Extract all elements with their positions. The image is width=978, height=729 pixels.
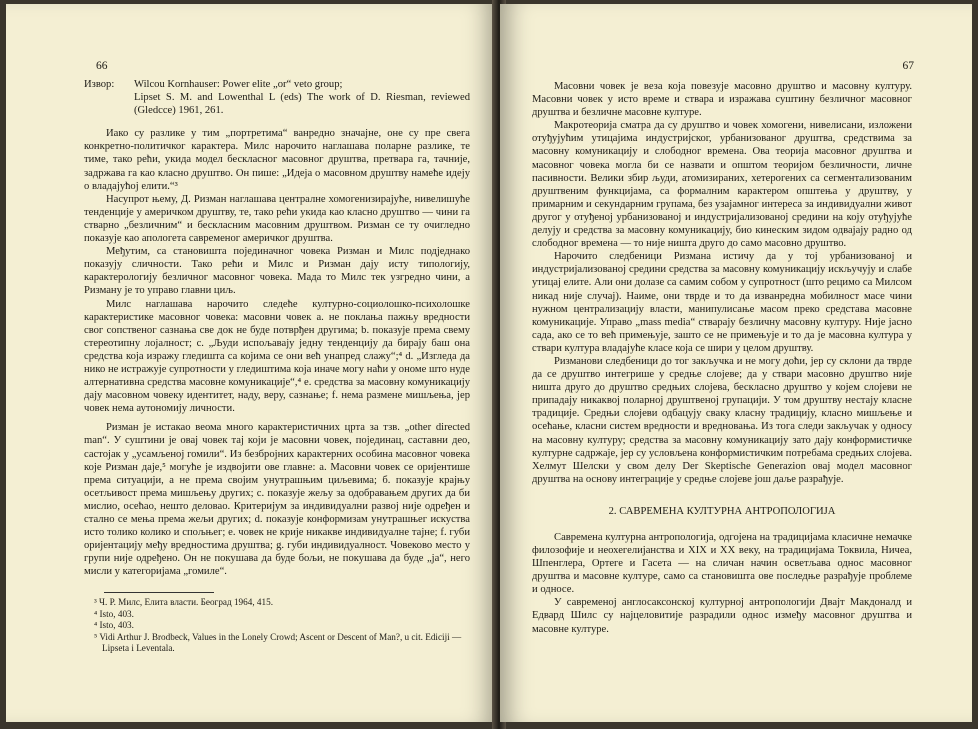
source-text (134, 78, 470, 117)
footnote-rule (104, 592, 214, 593)
paragraph: Међутим, са становишта појединачног човека Ризман и Милс подједнако показују сличности. Тако рећи и Милс и Ризман дају исту типологију, карактерологију безличног масовног човека. Мада то Милс тек узгредно чини, а Ризману је то управо главни циљ. (84, 246, 470, 297)
footnote: ⁴ Isto, 403. (94, 608, 134, 619)
paragraph: Иако су разлике у тим „портретима“ ванредно значајне, оне су пре свега конкретно-политичког карактера. Милс нарочито наглашава поларне разлике, те тиме, тако рећи, укида модел бескласног масовног друштва, претвара га, тачније, задржава га као класно друштво. Он пише: „Идеја о масовном друштву намеће идеју о владајућој елити.“³ (84, 128, 470, 192)
source-label: Извор: (84, 79, 115, 90)
section-heading: 2. САВРЕМЕНА КУЛТУРНА АНТРОПОЛОГИЈА (608, 505, 836, 517)
right-page (500, 4, 972, 722)
footnote: ³ Ч. Р. Милс, Елита власти. Београд 1964, 415. (94, 597, 274, 608)
paragraph: Масовни човек је веза која повезује масовно друштво и масовну културу. Масовни човек у исто време и ствара и изражава суштину безличног масовног друштва и безличне масовне културе. (532, 81, 912, 119)
paragraph: У савременој англосаксонској културној антропологији Двајт Макдоналд и Едвард Шилс су најцеловитије разрадили однос између масовног друштва и масовне културе. (532, 597, 912, 635)
paragraph: Ризманови следбеници до тог закључка и не могу доћи, јер су склони да тврде да се друштво интегрише у средње слојеве; да у ствари масовно друштво није ништа друго до друштво средњих слојева, бескласно друштво у којем слојеви не припадају никаквој поларној друштвеној групацији. У том друштву нестају класне традиције. Средњи слојеви одбацују сваку класну традицију, класно мишљење и осећање, класни систем вредности и вредновања. Из тога следи закључак у односу на масовну културу; средства за масовну комуникацију зато дају конформистичке културне садржаје, јер су условљена конформистичким потребама средњих слојева. Хелмут Шелски у свом делу Der Skeptische Generazion овај модел масовног друштва на основу интеграције у средње слојеве још даље разрађује. (532, 355, 912, 485)
paragraph: Милс наглашава нарочито следеће културно-социолошко-психолошке карактеристике масовног човека: масовни човек a. не поклања пажњу вредности свог сопственог сазнања све док не буде потврђен другима; b. показује према свему стереотипну лојалност; c. „Људи испољавају једну тенденцију да бирају баш она средства која изражу гледишта са којима се они већ унапред слажу“;⁴ d. „Изгледа да нико не истражује супротности у гледиштима која иначе могу наћи у ономе што нуде алтернативна средства масовне комуникације“,⁴ e. средства за масовну комуникацију дају масовном човеку идентитет, наду, веру, сазнање; f. нема размене мишљења, јер човек нема аутономију личности. (84, 298, 470, 415)
paragraph: Нарочито следбеници Ризмана истичу да у тој урбанизованој и индустријализованој средини средства за масовну комуникацију искључују и слабе утицај елите. Али они долазе са самим собом у супротност (што рецимо са Милсом никад није случај). Наиме, они тврде и то да изванредна мобилност масе чини нужном централизацију власти, манипулисање масом преко средстава масовне комуникације. Управо „mass media“ стварају безличну масовну културу. Није јасно сада, ако се то већ примењује, зашто се не примењује и то да је масовна култура у ствари култура владајуће класе која се шири у целом друштву. (532, 251, 912, 354)
paragraph: Ризман je истакао веома много карактеристичних црта за тзв. „other directed man“. У суштини је овај човек тај који је масовни човек, појединац, саставни део, састојак у „усамљеној гомили“. Из безбројних карактерних особина масовног човека које Ризман даје,⁵ могуће је издвојити ове главне: a. Масовни човек се оријентише према ситуацији, а не према својим унутрашњим циљевима; б. показује крајњу осетљивост према мишљењу других; c. показује жељу за одобравањем других да би мислио, осећао, нешто деловао. Критеријум за индивидуални развој није одређен и стално се мења према жељи других; d. показује конформизам унутрашњег искуства исто толико колико и спољњег; e. човек не крије никакве индивидуалне тајне; f. губи оријентацију међу вредностима друштва; g. губи индивидуалност. Човеково место у групи није одређено. Он не покушава да буде бољи, не покушава да буде „ја“, него мисли у категоријама „гомиле“. (84, 422, 470, 578)
left-page (6, 4, 496, 722)
source-line: Lipset S. M. and Lowenthal L (eds) The work of D. Riesman, reviewed (Gledcce) 1961, 261. (134, 92, 470, 117)
footnote: ⁴ Isto, 403. (94, 620, 134, 631)
page-number-right: 67 (902, 60, 914, 72)
paragraph: Макротеорија сматра да су друштво и човек хомогени, нивелисани, изложени отуђујућим утицајима индустријског, урбанизованог друштва, средствима за масовну комуникацију и слободног времена. Ова теорија масовног друштва и масовног човека могла би се назвати и општом теоријом безличности, личне пасивности. Велики збир људи, атомизираних, хетерогених са сегментализованим друштвеним функцијама, са формалним карактером општења у друштву, у примарним и секундарним групама, без узајамног интереса за индивидуални живот другог у отуђеној урбанизованој и индустријализованој средини на коју отуђујуће делују и средства за масовну комуникацију, био кинеским зидом одвајају радно од слободног времена — то није ништа друго до само масовно друштво. (532, 120, 912, 250)
paragraph: Насупрот њему, Д. Ризман наглашава централне хомогенизирајуће, нивелишуће тенденције у америчком друштву, те, тако рећи укида као класно друштво — чини га стварно „безличним“ и бескласним масовним друштвом. Ризман се ту очигледно показује као апологета савременог америчког друштва. (84, 193, 470, 245)
page-number-left: 66 (96, 60, 108, 72)
source-line: Wilcou Kornhauser: Power elite „or“ veto group; (134, 79, 343, 90)
paragraph: Савремена културна антропологија, одгојена на традицијама класичне немачке филозофије и неохегелијанства и XIX и XX веку, на традицијама Токвила, Ничеа, Шпенглера, Ортеге и Гасета — на сличан начин осветљава однос масовног друштва и масовне културе, само са становишта ове последње разрађује проблеме и односе. (532, 531, 912, 596)
source-citation (84, 78, 470, 117)
footnote: ⁵ Vidi Arthur J. Brodbeck, Values in the Lonely Crowd; Ascent or Descent of Man?, u cit. Ediciji — Lipseta i Leventala. (94, 631, 462, 654)
